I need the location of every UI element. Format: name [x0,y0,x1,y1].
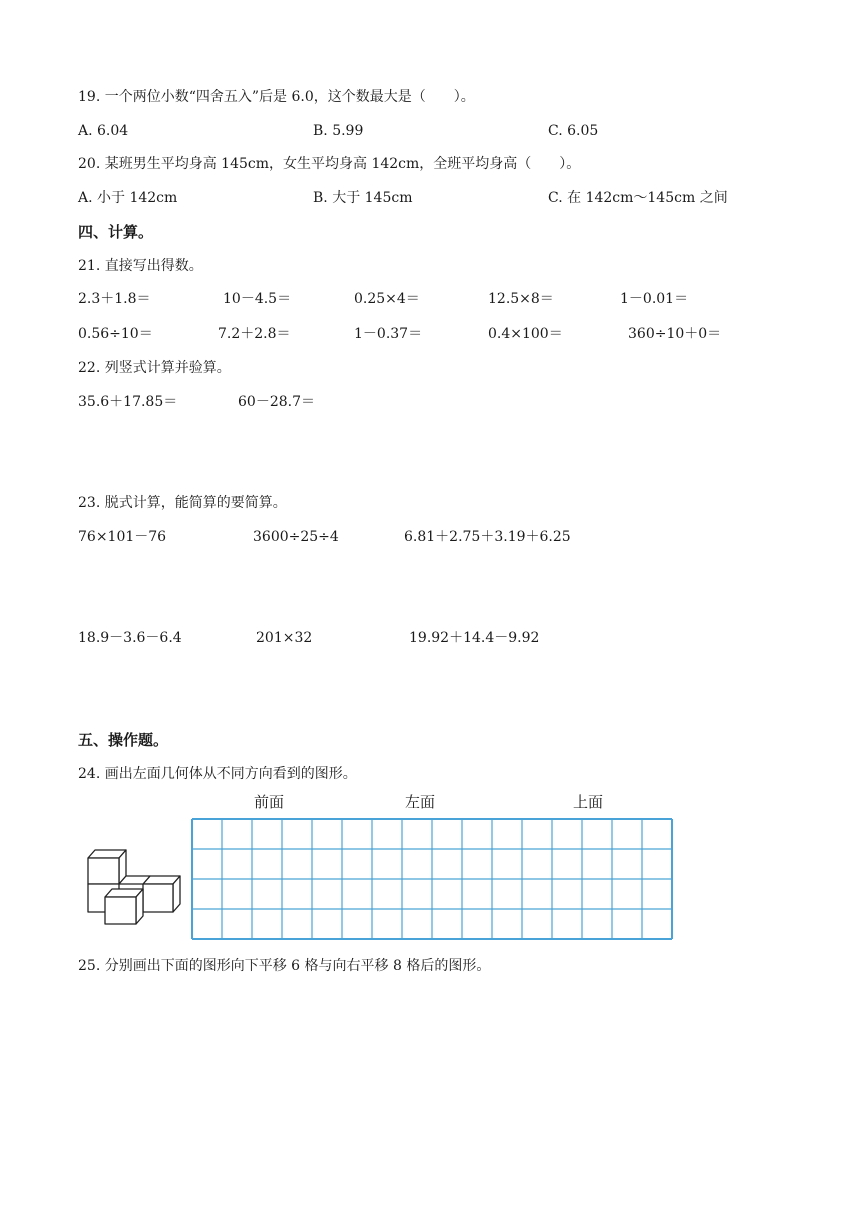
q21-row1-item: 10－4.5＝ [223,291,292,307]
section-four-heading: 四、计算。 [78,223,154,241]
q19-option-a: A. 6.04 [78,123,129,139]
section-five-heading: 五、操作题。 [78,731,169,749]
q23-row2-item: 18.9－3.6－6.4 [78,630,182,646]
cube-face [143,884,173,912]
q21-row2-item: 7.2＋2.8＝ [218,326,291,342]
q20-stem: 20. 某班男生平均身高 145cm，女生平均身高 142cm，全班平均身高（ ）。 [78,156,581,172]
q23-row1-item: 6.81＋2.75＋3.19＋6.25 [404,529,571,545]
q20-option-c: C. 在 142cm～145cm 之间 [548,190,728,206]
q23-row2-item: 19.92＋14.4－9.92 [409,630,540,646]
q21-stem: 21. 直接写出得数。 [78,258,203,274]
label-top-view: 上面 [573,793,604,811]
q19-option-b: B. 5.99 [313,123,364,139]
q24-stem: 24. 画出左面几何体从不同方向看到的图形。 [78,766,357,782]
q23-stem: 23. 脱式计算，能简算的要简算。 [78,495,287,511]
q21-row2-item: 0.56÷10＝ [78,326,153,342]
label-left-view: 左面 [405,793,436,811]
q20-option-a: A. 小于 142cm [78,190,178,206]
q25-stem: 25. 分别画出下面的图形向下平移 6 格与向右平移 8 格后的图形。 [78,958,491,974]
q21-row1-item: 12.5×8＝ [488,291,554,307]
q23-row1-item: 76×101－76 [78,529,167,545]
q21-row1-item: 2.3＋1.8＝ [78,291,151,307]
cube-face [105,897,136,924]
cube-face [88,858,119,884]
label-front-view: 前面 [254,793,285,811]
q19-option-c: C. 6.05 [548,123,599,139]
cube-solid-figure [86,846,186,926]
q21-row1-item: 1－0.01＝ [620,291,689,307]
q21-row1-item: 0.25×4＝ [354,291,420,307]
q19-stem: 19. 一个两位小数“四舍五入”后是 6.0，这个数最大是（ ）。 [78,89,475,105]
q23-row1-item: 3600÷25÷4 [253,529,339,545]
q21-row2-item: 1－0.37＝ [354,326,423,342]
q22-item: 60－28.7＝ [238,394,315,410]
q22-item: 35.6＋17.85＝ [78,394,178,410]
q20-option-b: B. 大于 145cm [313,190,413,206]
drawing-grid [191,818,675,942]
q22-stem: 22. 列竖式计算并验算。 [78,360,231,376]
q21-row2-item: 0.4×100＝ [488,326,563,342]
q23-row2-item: 201×32 [256,630,313,646]
q21-row2-item: 360÷10＋0＝ [628,326,722,342]
